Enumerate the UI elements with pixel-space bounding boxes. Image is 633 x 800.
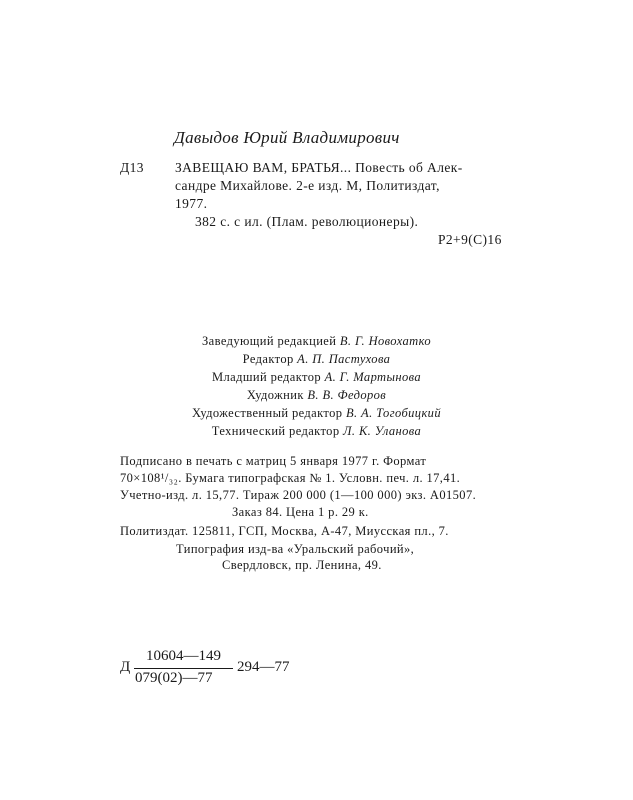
author-name: Давыдов Юрий Владимирович — [174, 128, 400, 147]
credit-name: А. П. Пастухова — [297, 352, 391, 366]
index-code: Д13 — [120, 160, 144, 175]
credit-line — [0, 388, 633, 403]
printer-line-2: Свердловск, пр. Ленина, 49. — [222, 558, 382, 572]
classification-code: Р2+9(С)16 — [438, 232, 502, 247]
credit-name: В. Г. Новохатко — [339, 334, 431, 348]
credit-role: Редактор — [242, 352, 294, 366]
credit-name: В. А. Тогобицкий — [345, 406, 441, 420]
print-info-line-4: Заказ 84. Цена 1 р. 29 к. — [232, 505, 369, 519]
annotation-line-2: сандре Михайлове. 2-е изд. М, Политиздат, — [175, 178, 440, 193]
fraction-bar — [134, 668, 233, 669]
credit-role: Технический редактор — [211, 424, 340, 438]
publisher-address: Политиздат. 125811, ГСП, Москва, А-47, Миусская пл., 7. — [120, 524, 449, 538]
printer-line-1: Типография изд-ва «Уральский рабочий», — [176, 542, 415, 556]
annotation-line-1: ЗАВЕЩАЮ ВАМ, БРАТЬЯ... Повесть об Алек- — [175, 160, 463, 175]
credit-name: Л. К. Уланова — [343, 424, 422, 438]
credit-line — [0, 352, 633, 367]
credit-role: Художественный редактор — [191, 406, 343, 420]
annotation-line-3: 1977. — [175, 196, 208, 211]
print-info-line-2: 70×108¹/₃₂. Бумага типографская № 1. Условн. печ. л. 17,41. — [120, 471, 461, 485]
credit-line — [0, 370, 633, 385]
code-prefix: Д — [120, 659, 131, 675]
code-numerator: 10604—149 — [146, 648, 221, 664]
credit-name: А. Г. Мартынова — [324, 370, 421, 384]
credit-role: Художник — [246, 388, 304, 402]
credit-line — [0, 424, 633, 439]
credit-role: Младший редактор — [212, 370, 322, 384]
code-suffix: 294—77 — [237, 659, 290, 675]
credit-name: В. В. Федоров — [307, 388, 387, 402]
print-info-line-3: Учетно-изд. л. 15,77. Тираж 200 000 (1—100 000) экз. А01507. — [120, 488, 477, 502]
credit-line — [0, 406, 633, 421]
print-info-line-1: Подписано в печать с матриц 5 января 1977 г. Формат — [120, 454, 427, 468]
credit-role: Заведующий редакцией — [201, 334, 337, 348]
credit-line — [0, 334, 633, 349]
code-denominator: 079(02)—77 — [135, 670, 213, 686]
annotation-line-4: 382 с. с ил. (Плам. революционеры). — [195, 214, 419, 229]
